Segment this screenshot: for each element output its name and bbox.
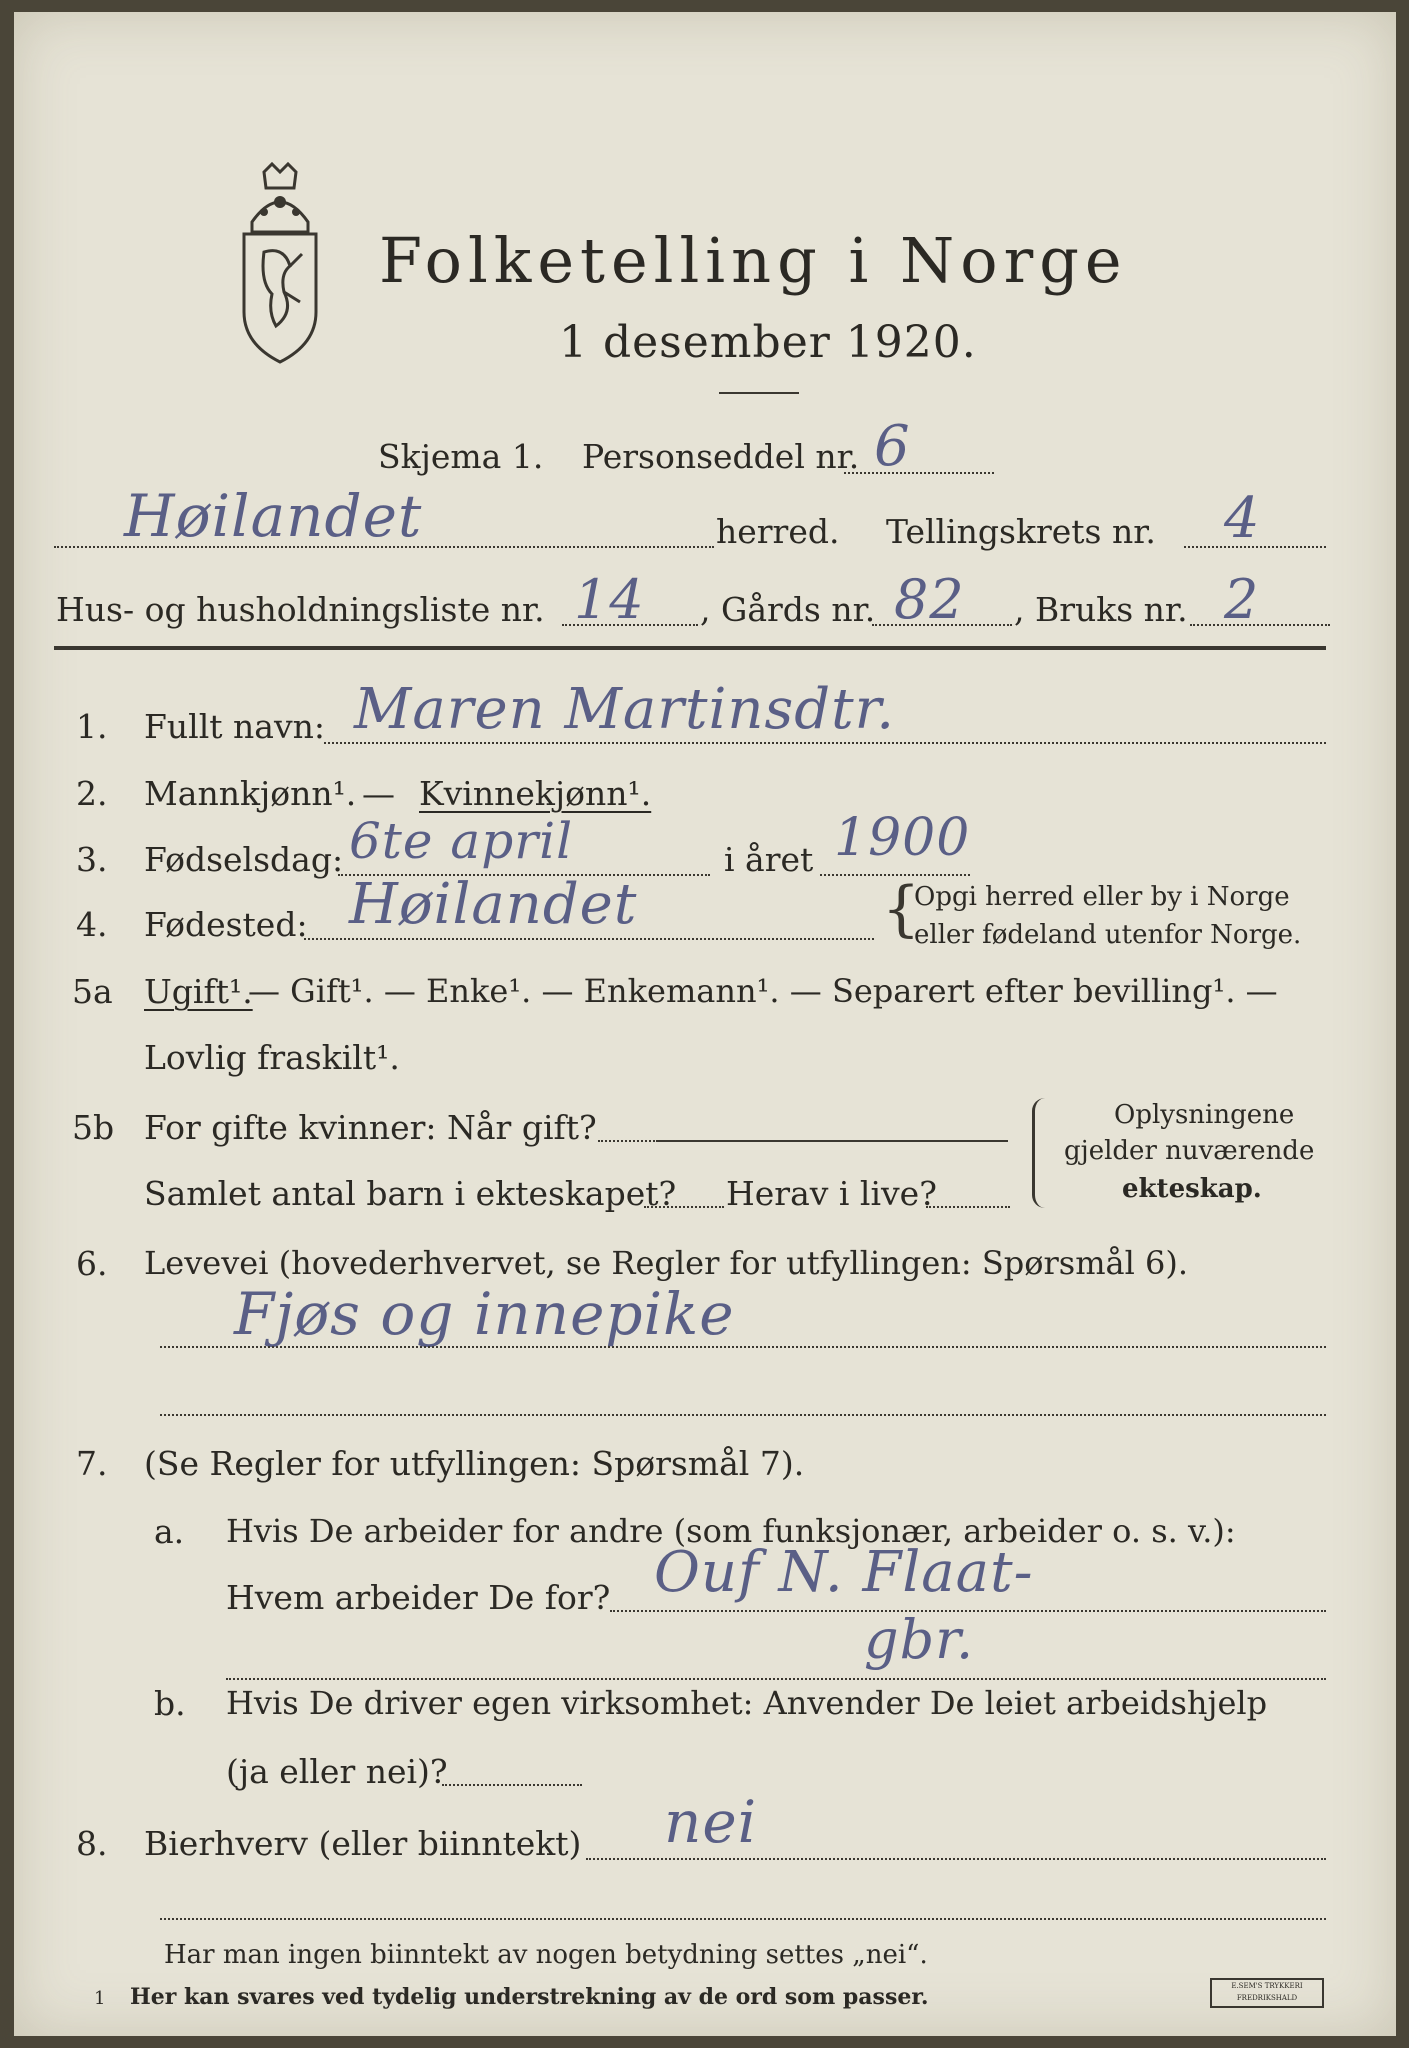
- q7b-text: Hvis De driver egen virksomhet: Anvender De leiet arbeidshjelp: [226, 1684, 1268, 1722]
- schema-label: Skjema 1.: [378, 437, 544, 476]
- q5a-number: 5a: [72, 972, 113, 1011]
- tellingskrets-label: Tellingskrets nr.: [886, 512, 1156, 551]
- footnote-number: 1: [94, 1988, 106, 2009]
- q6-number: 6.: [76, 1244, 108, 1283]
- q4-label: Fødested:: [144, 905, 308, 944]
- q1-label: Fullt navn:: [144, 707, 325, 746]
- personseddel-value[interactable]: 6: [874, 414, 911, 479]
- q4-brace: {: [882, 874, 921, 944]
- bruks-value[interactable]: 2: [1224, 568, 1260, 631]
- employer-value-line2[interactable]: gbr.: [864, 1608, 975, 1671]
- personseddel-field-line: [844, 472, 994, 474]
- form-title: Folketelling i Norge: [379, 224, 1128, 297]
- coat-of-arms-icon: [224, 162, 336, 370]
- form-date: 1 desember 1920.: [559, 317, 977, 368]
- q7b-letter: b.: [154, 1684, 186, 1723]
- q7b-field-line[interactable]: [442, 1784, 582, 1786]
- q3-number: 3.: [76, 840, 108, 879]
- q8-field-line-1: [586, 1858, 1326, 1860]
- q2-number: 2.: [76, 774, 108, 813]
- full-name-value[interactable]: Maren Martinsdtr.: [354, 677, 895, 742]
- q5b-number: 5b: [72, 1108, 115, 1147]
- gards-value[interactable]: 82: [894, 568, 965, 631]
- q4-note-line1: Opgi herred eller by i Norge: [914, 882, 1290, 912]
- q5b-note-line1: Oplysningene: [1114, 1100, 1295, 1130]
- title-divider: [719, 392, 799, 394]
- q5b-label-i-live: Herav i live?: [726, 1174, 937, 1213]
- printer-mark: E.SEM'S TRYKKERI FREDRIKSHALD: [1210, 1978, 1324, 2008]
- q4-number: 4.: [76, 905, 108, 944]
- q4-field-line: [304, 938, 874, 940]
- birthplace-value[interactable]: Høilandet: [349, 872, 638, 937]
- q7-number: 7.: [76, 1444, 108, 1483]
- q5b-bracket: [1032, 1098, 1045, 1208]
- tellingskrets-value[interactable]: 4: [1224, 486, 1261, 551]
- q8-field-line-2: [160, 1918, 1326, 1920]
- q8-number: 8.: [76, 1824, 108, 1863]
- q4-note-line2: eller fødeland utenfor Norge.: [914, 920, 1302, 950]
- birth-year-value[interactable]: 1900: [834, 808, 971, 868]
- occupation-value[interactable]: Fjøs og innepike: [234, 1280, 735, 1348]
- q5b-note-line2: gjelder nuværende: [1064, 1136, 1315, 1166]
- side-income-value[interactable]: nei: [664, 1788, 758, 1856]
- q5b-label-naar-gift: For gifte kvinner: Når gift?: [144, 1108, 597, 1147]
- q1-number: 1.: [76, 707, 108, 746]
- civil-status-options[interactable]: — Gift¹. — Enke¹. — Enkemann¹. — Separert efter bevilling¹. —: [248, 972, 1278, 1010]
- footer-note: Har man ingen biinntekt av nogen betydning settes „nei“.: [164, 1940, 928, 1970]
- header-separator: [54, 646, 1326, 650]
- herred-label: herred.: [716, 512, 840, 551]
- barn-field-line[interactable]: [644, 1206, 724, 1208]
- naar-gift-dots: [598, 1140, 658, 1142]
- mannkjonn-option[interactable]: Mannkjønn¹.: [144, 774, 357, 813]
- q7b-text2: (ja eller nei)?: [226, 1752, 448, 1791]
- aaret-label: i året: [724, 840, 814, 879]
- herred-value[interactable]: Høilandet: [124, 482, 423, 550]
- census-form-page: [14, 12, 1396, 2036]
- q5b-label-barn: Samlet antal barn i ekteskapet?: [144, 1174, 677, 1213]
- kvinnekjonn-option[interactable]: Kvinnekjønn¹.: [419, 774, 652, 813]
- q1-field-line: [324, 742, 1326, 744]
- q3-label: Fødselsdag:: [144, 840, 344, 879]
- bruks-field-line: [1190, 624, 1330, 626]
- q7a-text: Hvis De arbeider for andre (som funksjonær, arbeider o. s. v.):: [226, 1512, 1236, 1550]
- q7-label: (Se Regler for utfyllingen: Spørsmål 7).: [144, 1444, 805, 1483]
- bruks-label: , Bruks nr.: [1014, 590, 1188, 629]
- q6-field-line-1: [160, 1346, 1326, 1348]
- footnote-text: Her kan svares ved tydelig understrekning av de ord som passer.: [130, 1984, 929, 2010]
- q7a-letter: a.: [154, 1512, 185, 1551]
- q8-label: Bierhverv (eller biinntekt): [144, 1824, 582, 1863]
- personseddel-label: Personseddel nr.: [582, 437, 860, 476]
- employer-value[interactable]: Ouf N. Flaat-: [654, 1540, 1034, 1605]
- q7a-who-label: Hvem arbeider De for?: [226, 1578, 611, 1617]
- ugift-option[interactable]: Ugift¹.: [144, 972, 253, 1011]
- q7a-field-line-2: [226, 1678, 1326, 1680]
- q6-field-line-2: [160, 1414, 1326, 1416]
- naar-gift-field-line[interactable]: [658, 1140, 1008, 1142]
- gards-label: , Gårds nr.: [700, 590, 876, 629]
- i-live-field-line[interactable]: [926, 1206, 1010, 1208]
- q6-label: Levevei (hovederhvervet, se Regler for utfyllingen: Spørsmål 6).: [144, 1244, 1189, 1282]
- hus-label: Hus- og husholdningsliste nr.: [56, 590, 545, 629]
- lovlig-fraskilt-option[interactable]: Lovlig fraskilt¹.: [144, 1038, 400, 1077]
- q2-dash: —: [362, 774, 395, 813]
- q5b-note-line3: ekteskap.: [1122, 1174, 1262, 1204]
- hus-value[interactable]: 14: [574, 568, 645, 631]
- birthday-value[interactable]: 6te april: [349, 812, 574, 870]
